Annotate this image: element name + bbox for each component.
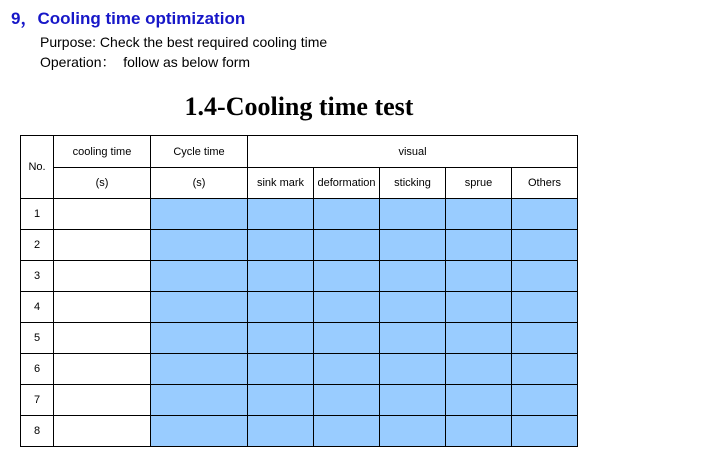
sprue-cell xyxy=(446,385,512,416)
deformation-cell xyxy=(314,323,380,354)
cooling-test-form xyxy=(17,76,581,459)
sink-mark-cell xyxy=(248,261,314,292)
header-sticking: sticking xyxy=(380,168,446,199)
cycle-time-cell xyxy=(151,292,248,323)
sink-mark-cell xyxy=(248,323,314,354)
sink-mark-cell xyxy=(248,199,314,230)
cycle-time-cell xyxy=(151,323,248,354)
section-title: 9，Cooling time optimization xyxy=(11,9,246,28)
cooling-time-cell xyxy=(54,199,151,230)
table-row xyxy=(21,385,578,416)
others-cell xyxy=(512,261,578,292)
sprue-cell xyxy=(446,292,512,323)
header-cycle-time: Cycle time xyxy=(151,136,248,168)
deformation-cell xyxy=(314,292,380,323)
cooling-time-cell xyxy=(54,385,151,416)
others-cell xyxy=(512,323,578,354)
cooling-time-cell xyxy=(54,261,151,292)
row-number: 5 xyxy=(21,323,54,354)
cooling-time-cell xyxy=(54,292,151,323)
row-number: 1 xyxy=(21,199,54,230)
table-row xyxy=(21,416,578,447)
cycle-time-cell xyxy=(151,385,248,416)
sticking-cell xyxy=(380,292,446,323)
sticking-cell xyxy=(380,323,446,354)
sprue-cell xyxy=(446,230,512,261)
sticking-cell xyxy=(380,261,446,292)
table-row xyxy=(21,323,578,354)
others-cell xyxy=(512,354,578,385)
cooling-time-cell xyxy=(54,416,151,447)
cycle-time-cell xyxy=(151,199,248,230)
header-cooling-unit: (s) xyxy=(54,168,151,199)
cycle-time-cell xyxy=(151,230,248,261)
sprue-cell xyxy=(446,323,512,354)
row-number: 7 xyxy=(21,385,54,416)
deformation-cell xyxy=(314,385,380,416)
cooling-time-cell xyxy=(54,354,151,385)
deformation-cell xyxy=(314,354,380,385)
sticking-cell xyxy=(380,354,446,385)
sticking-cell xyxy=(380,416,446,447)
header-row-1 xyxy=(21,136,578,168)
others-cell xyxy=(512,292,578,323)
table-row xyxy=(21,230,578,261)
purpose-text: Purpose: Check the best required cooling time xyxy=(40,34,328,50)
sticking-cell xyxy=(380,199,446,230)
row-number: 2 xyxy=(21,230,54,261)
cycle-time-cell xyxy=(151,354,248,385)
sink-mark-cell xyxy=(248,230,314,261)
table-row xyxy=(21,261,578,292)
sprue-cell xyxy=(446,416,512,447)
header-deformation: deformation xyxy=(314,168,380,199)
others-cell xyxy=(512,416,578,447)
header-row-2 xyxy=(21,168,578,199)
others-cell xyxy=(512,385,578,416)
header-sprue: sprue xyxy=(446,168,512,199)
operation-text: Operation： follow as below form xyxy=(40,54,251,70)
sink-mark-cell xyxy=(248,354,314,385)
deformation-cell xyxy=(314,416,380,447)
sprue-cell xyxy=(446,261,512,292)
deformation-cell xyxy=(314,199,380,230)
sink-mark-cell xyxy=(248,292,314,323)
sink-mark-cell xyxy=(248,416,314,447)
table-row xyxy=(21,354,578,385)
cycle-time-cell xyxy=(151,261,248,292)
row-number: 3 xyxy=(21,261,54,292)
cycle-time-cell xyxy=(151,416,248,447)
row-number: 6 xyxy=(21,354,54,385)
sticking-cell xyxy=(380,385,446,416)
sticking-cell xyxy=(380,230,446,261)
row-number: 8 xyxy=(21,416,54,447)
table-row xyxy=(21,292,578,323)
sprue-cell xyxy=(446,354,512,385)
header-others: Others xyxy=(512,168,578,199)
cooling-time-cell xyxy=(54,230,151,261)
cooling-time-cell xyxy=(54,323,151,354)
others-cell xyxy=(512,230,578,261)
header-cycle-unit: (s) xyxy=(151,168,248,199)
header-sink-mark: sink mark xyxy=(248,168,314,199)
sprue-cell xyxy=(446,199,512,230)
sink-mark-cell xyxy=(248,385,314,416)
table-row xyxy=(21,199,578,230)
deformation-cell xyxy=(314,230,380,261)
header-visual: visual xyxy=(248,136,578,168)
header-no: No. xyxy=(21,136,54,199)
others-cell xyxy=(512,199,578,230)
deformation-cell xyxy=(314,261,380,292)
form-title: 1.4-Cooling time test xyxy=(184,92,414,121)
cooling-test-table xyxy=(20,135,578,447)
header-cooling-time: cooling time xyxy=(54,136,151,168)
row-number: 4 xyxy=(21,292,54,323)
